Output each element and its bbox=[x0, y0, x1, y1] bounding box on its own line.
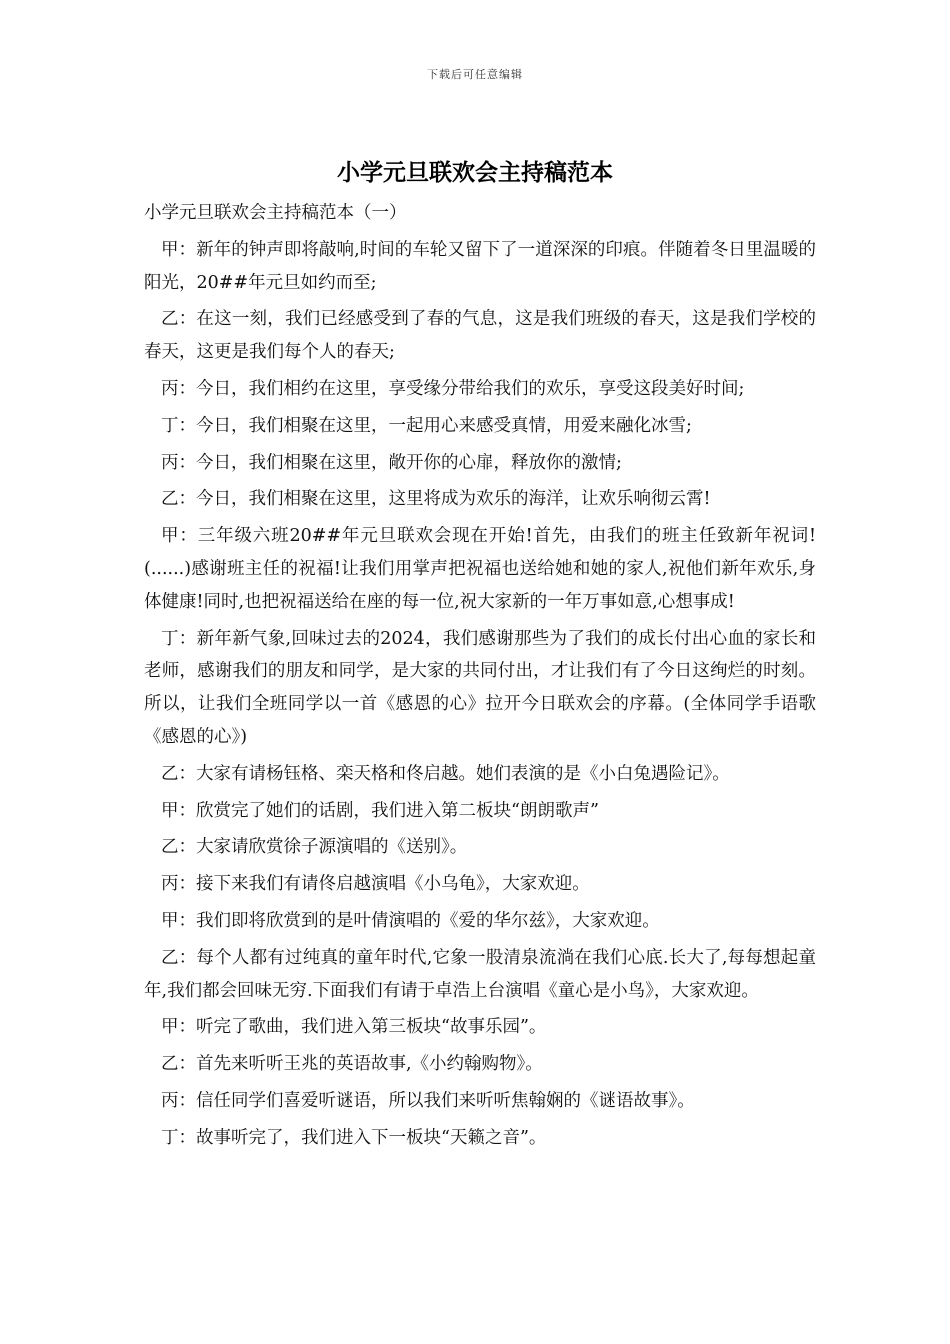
paragraph: 甲：欣赏完了她们的话剧，我们进入第二板块“朗朗歌声” bbox=[161, 800, 599, 821]
paragraph: 乙：每个人都有过纯真的童年时代,它象一股清泉流淌在我们心底.长大了,每每想起童年,我们都会回味无穷.下面我们有请于卓浩上台演唱《童心是小鸟》，大家欢迎。 bbox=[144, 947, 816, 1001]
paragraph: 丁：今日，我们相聚在这里，一起用心来感受真情，用爱来融化冰雪; bbox=[161, 415, 692, 436]
paragraph: 乙：大家有请杨钰格、栾天格和佟启越。她们表演的是《小白兔遇险记》。 bbox=[161, 763, 730, 784]
paragraph: 丁：新年新气象,回味过去的2024，我们感谢那些为了我们的成长付出心血的家长和老师，感谢我们的朋友和同学，是大家的共同付出，才让我们有了今日这绚烂的时刻。所以，让我们全班同学以一首《感恩的心》拉开今日联欢会的序幕。(全体同学手语歌《感恩的心》) bbox=[144, 628, 816, 747]
paragraph: 丁：故事听完了，我们进入下一板块“天籁之音”。 bbox=[161, 1127, 547, 1148]
page-header-note: 下载后可任意编辑 bbox=[427, 68, 523, 81]
paragraph: 甲：听完了歌曲，我们进入第三板块“故事乐园”。 bbox=[161, 1017, 547, 1038]
paragraph: 甲：新年的钟声即将敲响,时间的车轮又留下了一道深深的印痕。伴随着冬日里温暖的阳光，20##年元旦如约而至; bbox=[144, 239, 816, 293]
paragraph: 乙：首先来听听王兆的英语故事,《小约翰购物》。 bbox=[161, 1054, 543, 1075]
subtitle-paragraph: 小学元旦联欢会主持稿范本（一） bbox=[144, 203, 407, 223]
paragraph: 丙：今日，我们相聚在这里，敞开你的心扉，释放你的激情; bbox=[161, 452, 622, 473]
document-title: 小学元旦联欢会主持稿范本 bbox=[337, 159, 613, 186]
paragraph: 丙：接下来我们有请佟启越演唱《小乌龟》，大家欢迎。 bbox=[161, 874, 590, 895]
paragraph: 甲：三年级六班20##年元旦联欢会现在开始!首先，由我们的班主任致新年祝词!(......)感谢班主任的祝福!让我们用掌声把祝福也送给她和她的家人,祝他们新年欢乐,身体健康!同时,也把祝福送给在座的每一位,祝大家新的一年万事如意,心想事成! bbox=[144, 526, 816, 612]
paragraph: 甲：我们即将欣赏到的是叶倩演唱的《爱的华尔兹》，大家欢迎。 bbox=[161, 910, 660, 931]
paragraph: 乙：今日，我们相聚在这里，这里将成为欢乐的海洋，让欢乐响彻云霄! bbox=[161, 489, 711, 510]
document-body bbox=[144, 197, 816, 1159]
paragraph: 丙：今日，我们相约在这里，享受缘分带给我们的欢乐，享受这段美好时间; bbox=[161, 378, 745, 399]
paragraph: 乙：在这一刻，我们已经感受到了春的气息，这是我们班级的春天，这是我们学校的春天，这更是我们每个人的春天; bbox=[144, 309, 816, 363]
paragraph: 乙：大家请欣赏徐子源演唱的《送别》。 bbox=[161, 837, 468, 858]
paragraph: 丙：信任同学们喜爱听谜语，所以我们来听听焦翰娴的《谜语故事》。 bbox=[161, 1090, 695, 1111]
